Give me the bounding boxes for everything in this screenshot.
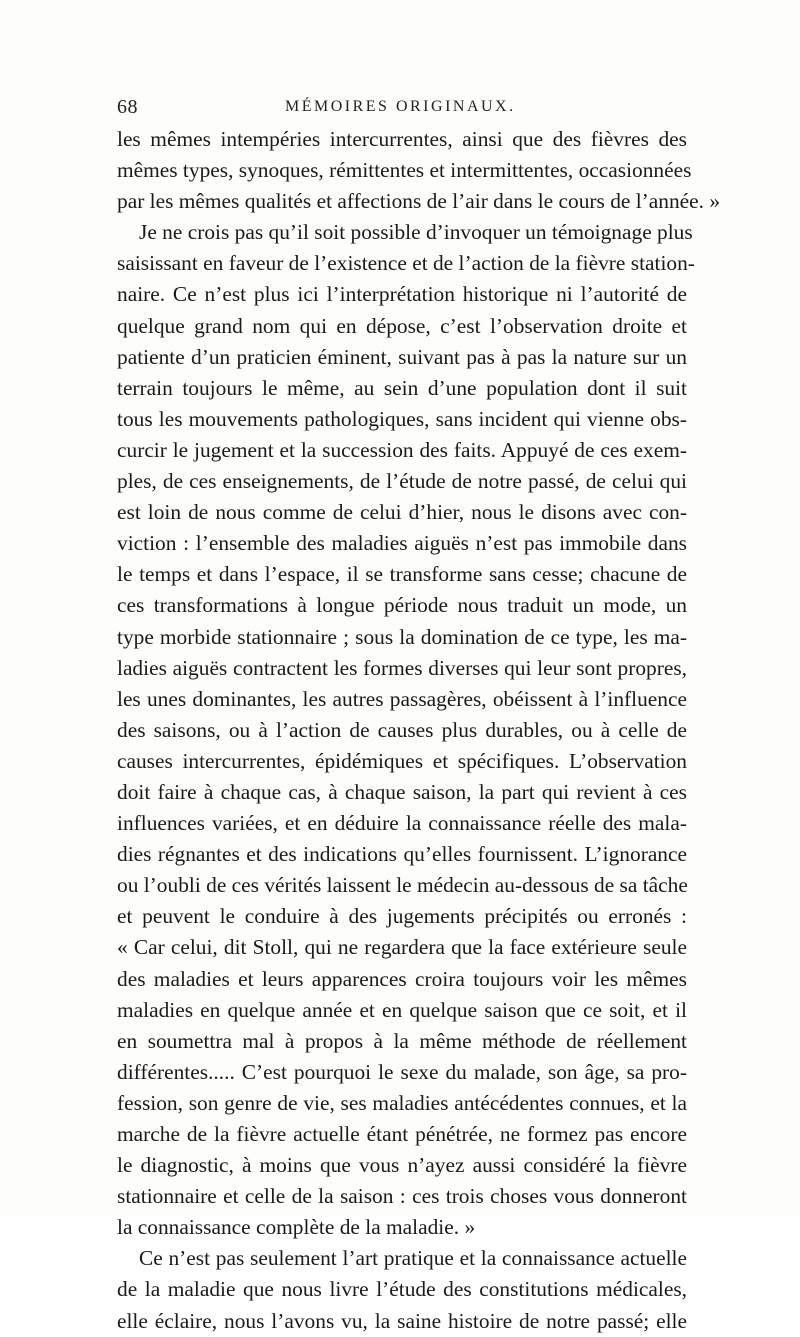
text-line: patiente d’un praticien éminent, suivant pas à pas la nature sur un — [117, 344, 687, 369]
text-line: le diagnostic, à moins que vous n’ayez aussi considéré la fièvre — [117, 1153, 687, 1178]
text-line: causes intercurrentes, épidémiques et spécifiques. L’observation — [117, 748, 687, 773]
text-line: stationnaire et celle de la saison : ces trois choses vous donneront — [117, 1184, 687, 1209]
text-line: et peuvent le conduire à des jugements précipités ou erronés : — [117, 904, 687, 929]
text-line: ladies aiguës contractent les formes diverses qui leur sont propres, — [117, 655, 687, 680]
text-line: mêmes types, synoques, rémittentes et intermittentes, occasionnées — [117, 158, 692, 183]
text-line: le temps et dans l’espace, il se transforme sans cesse; chacune de — [117, 562, 687, 587]
text-line: naire. Ce n’est plus ici l’interprétation historique ni l’autorité de — [117, 282, 687, 307]
text-line: de la maladie que nous livre l’étude des constitutions médicales, — [117, 1277, 687, 1302]
text-line: fession, son genre de vie, ses maladies antécédentes connues, et la — [117, 1090, 687, 1115]
text-line: saisissant en faveur de l’existence et de l’action de la fièvre station- — [117, 251, 695, 276]
text-line: par les mêmes qualités et affections de l’air dans le cours de l’année. » — [117, 189, 721, 214]
text-line: maladies en quelque année et en quelque saison que ce soit, et il — [117, 997, 687, 1022]
text-line: différentes..... C’est pourquoi le sexe du malade, son âge, sa pro- — [117, 1059, 687, 1084]
text-line: influences variées, et en déduire la connaissance réelle des mala- — [117, 811, 687, 836]
text-line: ples, de ces enseignements, de l’étude de notre passé, de celui qui — [117, 469, 687, 494]
text-line: ou l’oubli de ces vérités laissent le médecin au-dessous de sa tâche — [117, 873, 688, 898]
text-line: doit faire à chaque cas, à chaque saison, la part qui revient à ces — [117, 779, 687, 804]
body-text — [117, 124, 721, 1337]
text-line: les mêmes intempéries intercurrentes, ainsi que des fièvres des — [117, 127, 687, 151]
text-line: tous les mouvements pathologiques, sans incident qui vienne obs- — [117, 406, 687, 431]
text-line: Je ne crois pas qu’il soit possible d’invoquer un témoignage plus — [139, 220, 693, 245]
text-line: type morbide stationnaire ; sous la domination de ce type, les ma- — [117, 624, 687, 649]
text-line: en soumettra mal à propos à la même méthode de réellement — [117, 1028, 687, 1053]
text-line: la connaissance complète de la maladie. » — [117, 1215, 476, 1240]
text-line: « Car celui, dit Stoll, qui ne regardera que la face extérieure seule — [117, 935, 687, 960]
text-line: des saisons, ou à l’action de causes plus durables, ou à celle de — [117, 717, 687, 742]
text-line: dies régnantes et des indications qu’elles fournissent. L’ignorance — [117, 842, 687, 867]
text-line: des maladies et leurs apparences croira toujours voir les mêmes — [117, 966, 687, 991]
text-line: viction : l’ensemble des maladies aiguës n’est pas immobile dans — [117, 531, 687, 556]
text-line: ces transformations à longue période nous traduit un mode, un — [117, 593, 687, 618]
text-line: terrain toujours le même, au sein d’une population dont il suit — [117, 375, 687, 400]
text-line: marche de la fièvre actuelle étant pénétrée, ne formez pas encore — [117, 1122, 687, 1146]
text-line: les unes dominantes, les autres passagères, obéissent à l’influence — [117, 686, 687, 711]
page-number: 68 — [117, 96, 138, 118]
running-head — [117, 96, 687, 120]
text-line: curcir le jugement et la succession des faits. Appuyé de ces exem- — [117, 437, 687, 462]
text-line: est loin de nous comme de celui d’hier, nous le disons avec con- — [117, 500, 687, 525]
text-line: quelque grand nom qui en dépose, c’est l’observation droite et — [117, 313, 687, 338]
text-line: Ce n’est pas seulement l’art pratique et la connaissance actuelle — [139, 1246, 687, 1271]
running-title: MÉMOIRES ORIGINAUX. — [285, 98, 516, 115]
text-line: elle éclaire, nous l’avons vu, la saine histoire de notre passé; elle — [117, 1308, 687, 1333]
